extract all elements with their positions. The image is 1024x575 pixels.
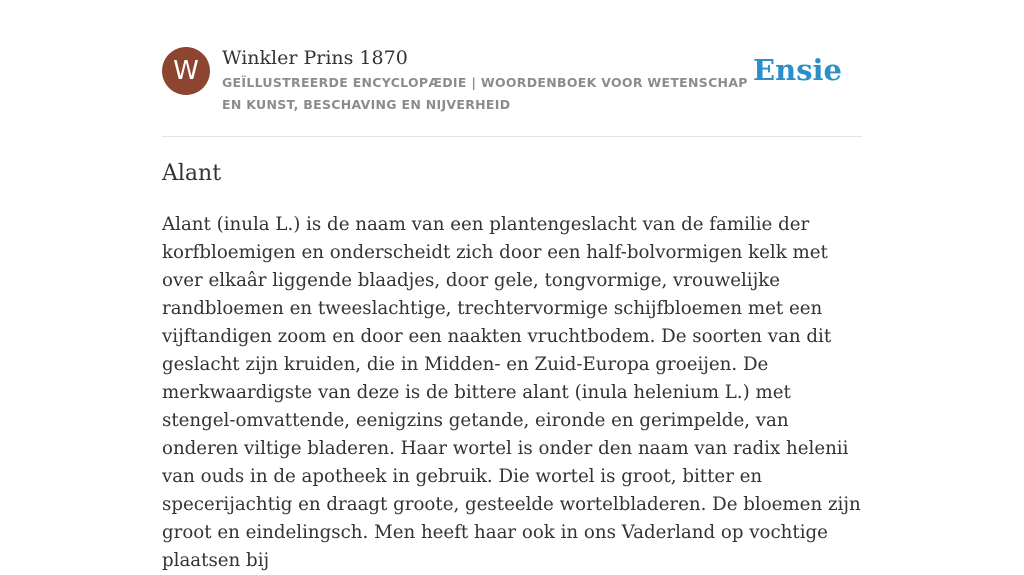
entry-body: Alant (inula L.) is de naam van een plantengeslacht van de familie der korfbloemigen en onderscheidt zich door een half-bolvormigen kelk met over elkaâr liggende blaadjes, door gele, tongvormige, vrouwelijke randbloemen en tweeslachtige, trechtervormige schijfbloemen met een vijftandigen zoom en door een naakten vruchtbodem. De soorten van dit geslacht zijn kruiden, die in Midden- en Zuid-Europa groeijen. De merkwaardigste van deze is de bittere alant (inula helenium L.) met stengel-omvattende, eenigzins getande, eironde en gerimpelde, van onderen viltige bladeren. Haar wortel is onder den naam van radix helenii van ouds in de apotheek in gebruik. Die wortel is groot, bitter en specerijachtig en draagt groote, gesteelde wortelbladeren. De bloemen zijn groot en eindelingsch. Men heeft haar ook in ons Vaderland op vochtige plaatsen bij <box>162 214 861 571</box>
source-avatar[interactable]: W <box>162 47 210 95</box>
entry-title: Alant <box>162 161 222 186</box>
source-header <box>162 46 862 137</box>
source-subtitle: GEÏLLUSTREERDE ENCYCLOPÆDIE | WOORDENBOEK VOOR WETENSCHAP EN KUNST, BESCHAVING EN NIJVERHEID <box>222 75 748 112</box>
ensie-logo[interactable]: Ensie <box>753 53 842 87</box>
source-title[interactable]: Winkler Prins 1870 <box>222 47 408 69</box>
